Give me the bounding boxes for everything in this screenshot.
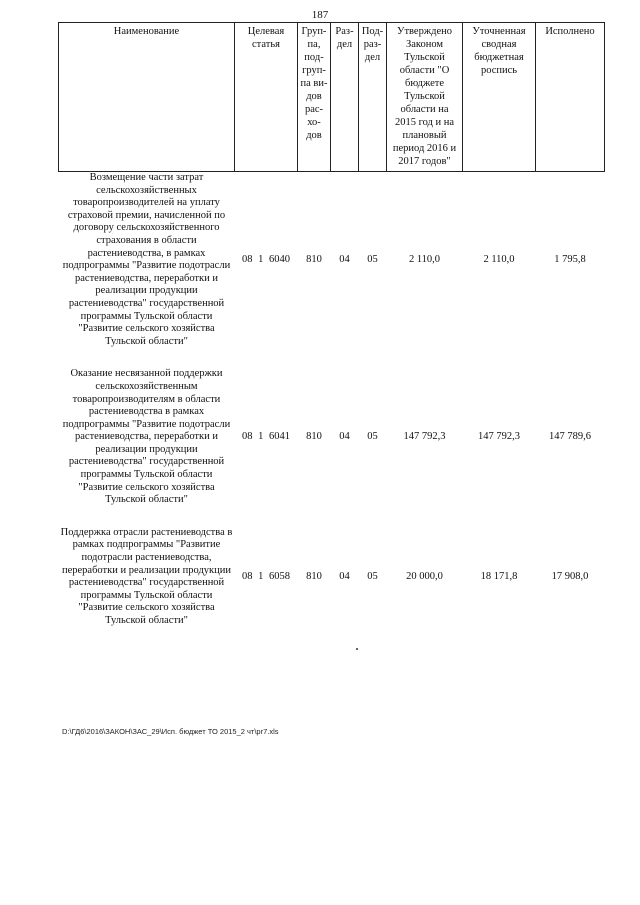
row-section: 04 <box>339 253 350 265</box>
row-expense-group: 810 <box>306 253 322 265</box>
row-target-article: 08 1 6041 <box>242 431 290 443</box>
row-updated: 147 792,3 <box>478 431 520 443</box>
header-subsection: Под-раз-дел <box>359 23 387 172</box>
header-name: Наименование <box>59 23 235 172</box>
file-path-footer: D:\ГД6\2016\ЗАКОН\ЗАС_29\Исп. бюджет ТО 2015_2 чт\pr7.xls <box>62 727 279 736</box>
page-number: 187 <box>311 9 329 21</box>
row-approved: 147 792,3 <box>403 431 446 443</box>
row-name: Поддержка отрасли растениеводства в рамках подпрограммы "Развитие подотрасли растениеводства, переработки и реализации продукции растениеводства" государственной программы Тульской области "Развитие сельского хозяйства Тульской области" <box>60 526 233 626</box>
row-executed: 1 795,8 <box>554 253 586 265</box>
row-target-article: 08 1 6040 <box>242 253 290 265</box>
table-header-row <box>59 23 605 172</box>
row-target-article: 08 1 6058 <box>242 570 290 582</box>
row-expense-group: 810 <box>306 431 322 443</box>
header-section: Раз-дел <box>331 23 359 172</box>
table-row <box>59 368 605 507</box>
row-spacer <box>59 507 605 527</box>
scan-speck <box>356 648 358 650</box>
header-expense-group: Груп-па, под-груп-па ви-дов рас-хо-дов <box>298 23 331 172</box>
table-row <box>59 527 605 628</box>
row-section: 04 <box>339 431 350 443</box>
row-executed: 147 789,6 <box>549 431 591 443</box>
row-subsection: 05 <box>367 431 378 443</box>
row-subsection: 05 <box>367 570 378 582</box>
row-approved: 20 000,0 <box>406 570 443 582</box>
table-row <box>59 172 605 349</box>
row-name: Оказание несвязанной поддержки сельскохозяйственным товаропроизводителям в области растениеводства в рамках подпрограммы "Развитие подотрасли растениеводства, переработки и реализации продукции растениеводства" государственной программы Тульской области "Развитие сельского хозяйства Тульской области" <box>62 368 231 506</box>
row-spacer <box>59 348 605 368</box>
row-approved: 2 110,0 <box>408 253 441 265</box>
header-executed: Исполнено <box>536 23 605 172</box>
header-approved: Утверждено Законом Тульской области "О бюджете Тульской области на 2015 год и на плановый период 2016 и 2017 годов" <box>387 23 463 172</box>
row-name: Возмещение части затрат сельскохозяйственных товаропроизводителей на уплату страховой премии, начисленной по договору сельскохозяйственного страхования в области растениеводства, в рамках подпрограммы "Развитие подотрасли растениеводства, переработки и реализации продукции растениеводства" государственной программы Тульской области "Развитие сельского хозяйства Тульской области" <box>62 172 231 347</box>
row-section: 04 <box>339 570 350 582</box>
row-expense-group: 810 <box>306 570 322 582</box>
header-target-article: Целевая статья <box>235 23 298 172</box>
row-updated: 2 110,0 <box>483 253 515 265</box>
budget-table <box>58 22 605 628</box>
header-updated: Уточненная сводная бюджетная роспись <box>463 23 536 172</box>
row-updated: 18 171,8 <box>480 570 518 582</box>
row-executed: 17 908,0 <box>551 570 589 582</box>
row-subsection: 05 <box>367 253 378 265</box>
